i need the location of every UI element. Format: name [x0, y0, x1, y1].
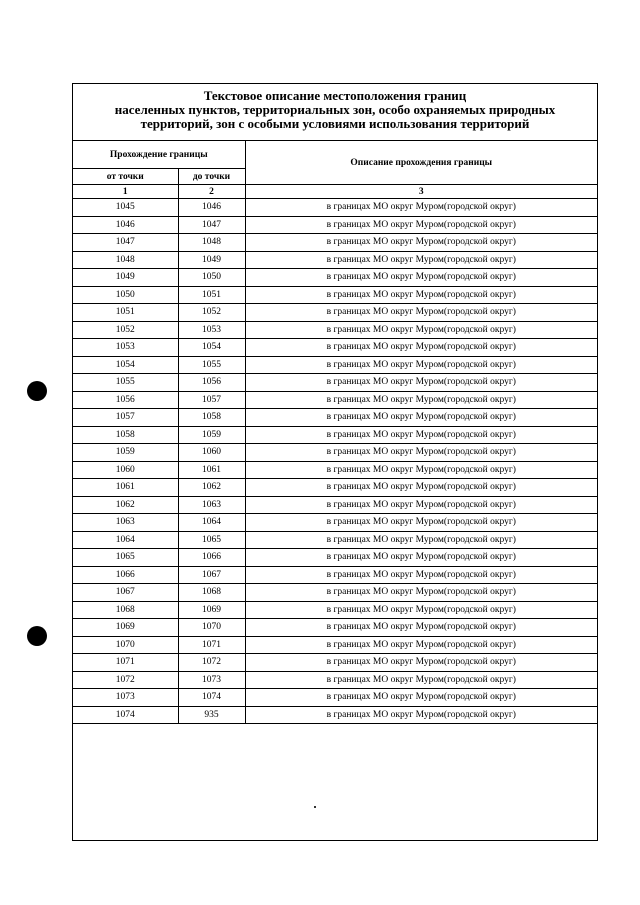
title-line-3: территорий, зон с особыми условиями использования территорий [140, 116, 530, 131]
to-point: 1046 [178, 199, 245, 217]
boundary-description: в границах МО округ Муром(городской округ) [245, 689, 597, 707]
table-row [73, 479, 597, 497]
table-body [73, 199, 597, 724]
to-point: 1055 [178, 356, 245, 374]
to-point: 1051 [178, 286, 245, 304]
from-point: 1049 [73, 269, 178, 287]
description-header: Описание прохождения границы [245, 141, 597, 185]
boundary-description: в границах МО округ Муром(городской округ) [245, 461, 597, 479]
from-point: 1053 [73, 339, 178, 357]
from-point: 1061 [73, 479, 178, 497]
boundary-description: в границах МО округ Муром(городской округ) [245, 304, 597, 322]
from-point: 1048 [73, 251, 178, 269]
boundary-description: в границах МО округ Муром(городской округ) [245, 374, 597, 392]
from-point: 1063 [73, 514, 178, 532]
to-point: 1054 [178, 339, 245, 357]
table-row [73, 304, 597, 322]
to-point: 1064 [178, 514, 245, 532]
from-point: 1056 [73, 391, 178, 409]
from-point: 1058 [73, 426, 178, 444]
to-point: 1073 [178, 671, 245, 689]
table-row [73, 199, 597, 217]
from-point: 1047 [73, 234, 178, 252]
table-row [73, 234, 597, 252]
table-row [73, 496, 597, 514]
boundary-description: в границах МО округ Муром(городской округ) [245, 321, 597, 339]
boundary-description: в границах МО округ Муром(городской округ) [245, 584, 597, 602]
table-row [73, 601, 597, 619]
to-point: 1056 [178, 374, 245, 392]
table-row [73, 409, 597, 427]
boundary-description: в границах МО округ Муром(городской округ) [245, 549, 597, 567]
boundary-description: в границах МО округ Муром(городской округ) [245, 531, 597, 549]
from-point: 1060 [73, 461, 178, 479]
from-point: 1065 [73, 549, 178, 567]
document-title [73, 84, 597, 141]
from-point: 1072 [73, 671, 178, 689]
to-point: 1053 [178, 321, 245, 339]
from-point: 1051 [73, 304, 178, 322]
to-point: 1059 [178, 426, 245, 444]
from-point: 1057 [73, 409, 178, 427]
table-row [73, 391, 597, 409]
to-point: 1052 [178, 304, 245, 322]
from-point: 1062 [73, 496, 178, 514]
boundary-description: в границах МО округ Муром(городской округ) [245, 409, 597, 427]
boundary-description: в границах МО округ Муром(городской округ) [245, 636, 597, 654]
boundary-description: в границах МО округ Муром(городской округ) [245, 216, 597, 234]
col-number-1: 1 [73, 185, 178, 199]
table-row [73, 444, 597, 462]
boundary-description: в границах МО округ Муром(городской округ) [245, 251, 597, 269]
to-point: 1060 [178, 444, 245, 462]
from-point: 1045 [73, 199, 178, 217]
from-point: 1050 [73, 286, 178, 304]
boundary-description: в границах МО округ Муром(городской округ) [245, 496, 597, 514]
title-line-1: Текстовое описание местоположения границ [203, 88, 467, 103]
col-number-3: 3 [245, 185, 597, 199]
from-point: 1070 [73, 636, 178, 654]
to-point: 1072 [178, 654, 245, 672]
table-row [73, 706, 597, 724]
table-row [73, 671, 597, 689]
boundary-description: в границах МО округ Муром(городской округ) [245, 426, 597, 444]
table-row [73, 549, 597, 567]
boundary-description: в границах МО округ Муром(городской округ) [245, 706, 597, 724]
punch-hole-top [27, 381, 47, 401]
to-point: 1047 [178, 216, 245, 234]
table-row [73, 636, 597, 654]
to-point: 1058 [178, 409, 245, 427]
from-point: 1073 [73, 689, 178, 707]
to-point: 1065 [178, 531, 245, 549]
to-point: 1063 [178, 496, 245, 514]
from-point: 1054 [73, 356, 178, 374]
to-point: 1069 [178, 601, 245, 619]
col-number-2: 2 [178, 185, 245, 199]
from-point: 1069 [73, 619, 178, 637]
from-point: 1071 [73, 654, 178, 672]
to-point: 1049 [178, 251, 245, 269]
table-row [73, 514, 597, 532]
boundary-description: в границах МО округ Муром(городской округ) [245, 199, 597, 217]
from-point-header: от точки [73, 169, 178, 185]
from-point: 1064 [73, 531, 178, 549]
boundary-description: в границах МО округ Муром(городской округ) [245, 339, 597, 357]
to-point: 1068 [178, 584, 245, 602]
from-point: 1067 [73, 584, 178, 602]
table-row [73, 426, 597, 444]
from-point: 1055 [73, 374, 178, 392]
to-point: 1062 [178, 479, 245, 497]
boundary-description: в границах МО округ Муром(городской округ) [245, 654, 597, 672]
from-point: 1074 [73, 706, 178, 724]
table-row [73, 619, 597, 637]
boundary-description: в границах МО округ Муром(городской округ) [245, 514, 597, 532]
table-row [73, 654, 597, 672]
table-row [73, 531, 597, 549]
document-frame [72, 83, 598, 841]
to-point: 1066 [178, 549, 245, 567]
to-point: 1048 [178, 234, 245, 252]
table-row [73, 461, 597, 479]
boundary-description: в границах МО округ Муром(городской округ) [245, 444, 597, 462]
to-point: 1070 [178, 619, 245, 637]
boundary-description: в границах МО округ Муром(городской округ) [245, 269, 597, 287]
boundary-description: в границах МО округ Муром(городской округ) [245, 391, 597, 409]
boundary-passage-header: Прохождение границы [73, 141, 245, 169]
from-point: 1068 [73, 601, 178, 619]
to-point: 1071 [178, 636, 245, 654]
boundary-description: в границах МО округ Муром(городской округ) [245, 356, 597, 374]
boundary-description: в границах МО округ Муром(городской округ) [245, 671, 597, 689]
title-line-2: населенных пунктов, территориальных зон, особо охраняемых природных [114, 102, 556, 117]
from-point: 1066 [73, 566, 178, 584]
boundary-description: в границах МО округ Муром(городской округ) [245, 286, 597, 304]
punch-hole-bottom [27, 626, 47, 646]
table-row [73, 689, 597, 707]
table-row [73, 374, 597, 392]
to-point: 1074 [178, 689, 245, 707]
table-row [73, 321, 597, 339]
to-point: 1050 [178, 269, 245, 287]
to-point: 1057 [178, 391, 245, 409]
to-point: 1067 [178, 566, 245, 584]
boundary-description: в границах МО округ Муром(городской округ) [245, 619, 597, 637]
boundary-description: в границах МО округ Муром(городской округ) [245, 234, 597, 252]
table-row [73, 584, 597, 602]
table-row [73, 269, 597, 287]
boundary-description: в границах МО округ Муром(городской округ) [245, 601, 597, 619]
to-point: 935 [178, 706, 245, 724]
from-point: 1052 [73, 321, 178, 339]
table-row [73, 286, 597, 304]
table-row [73, 356, 597, 374]
boundary-description: в границах МО округ Муром(городской округ) [245, 566, 597, 584]
to-point-header: до точки [178, 169, 245, 185]
table-row [73, 566, 597, 584]
table-row [73, 339, 597, 357]
scan-speck [314, 806, 316, 808]
table-row [73, 216, 597, 234]
table-row [73, 251, 597, 269]
from-point: 1046 [73, 216, 178, 234]
to-point: 1061 [178, 461, 245, 479]
from-point: 1059 [73, 444, 178, 462]
boundary-table [73, 141, 597, 724]
boundary-description: в границах МО округ Муром(городской округ) [245, 479, 597, 497]
